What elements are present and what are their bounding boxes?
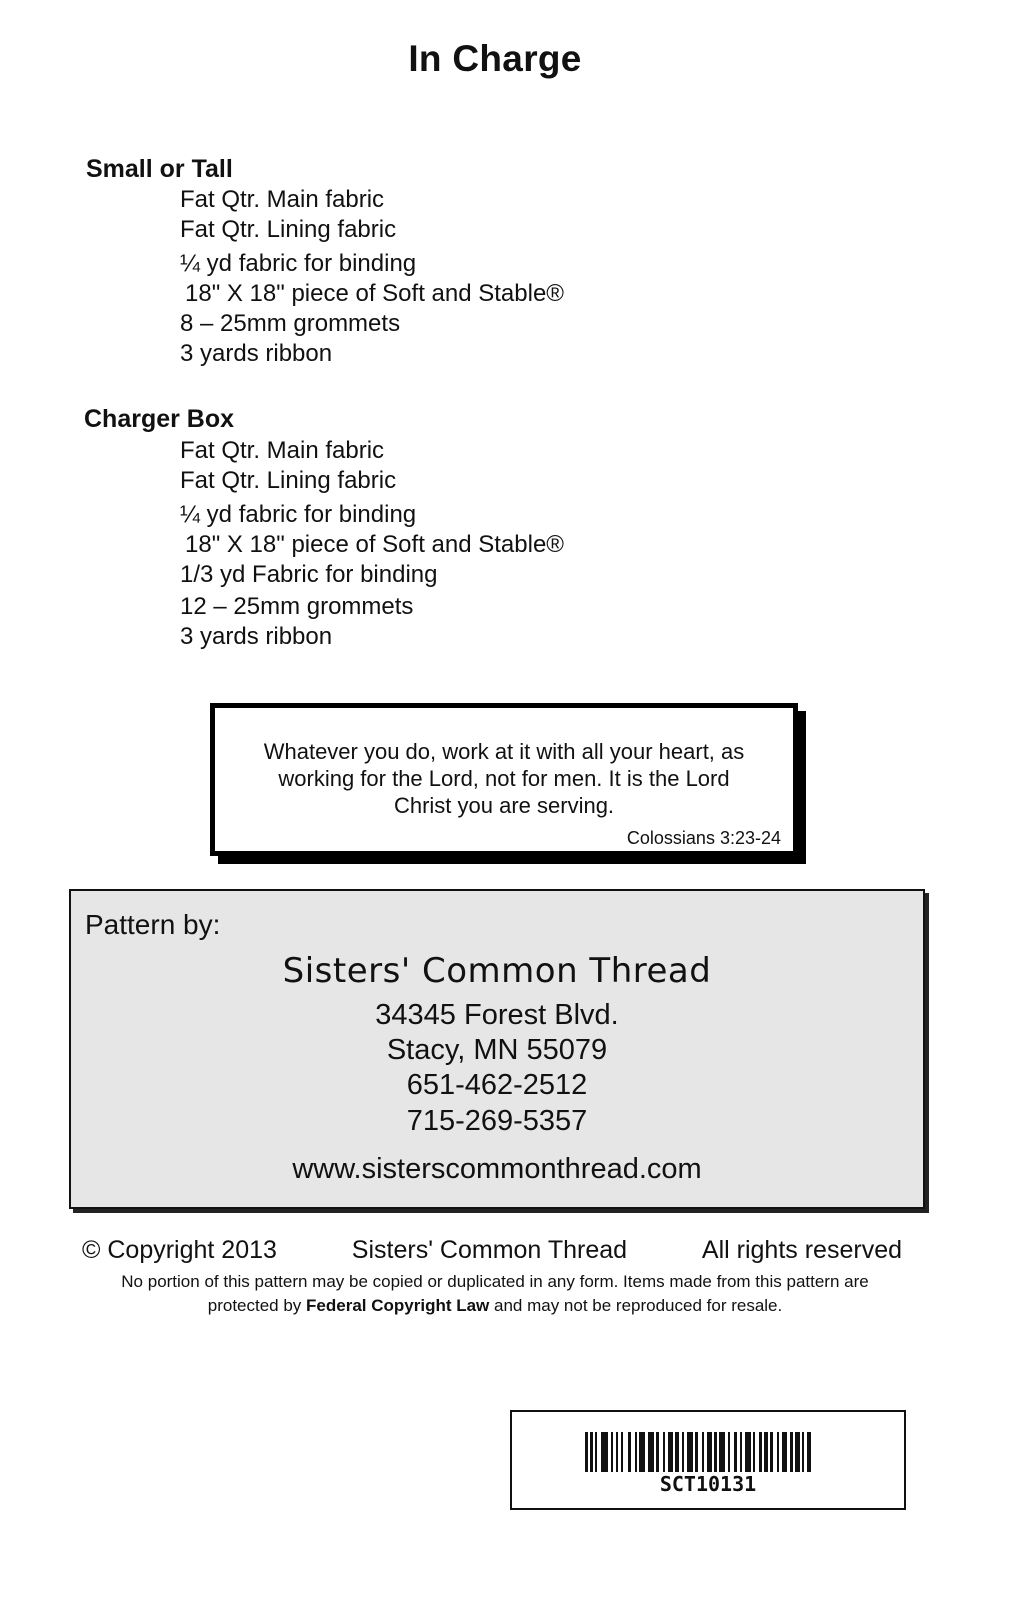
barcode-icon	[585, 1432, 830, 1472]
page-title: In Charge	[408, 38, 582, 79]
list-item: ¼ yd fabric for binding	[180, 501, 417, 528]
list-item: 12 – 25mm grommets	[180, 593, 414, 620]
quote-line: Whatever you do, work at it with all your heart, as	[263, 739, 745, 764]
list-item: 8 – 25mm grommets	[180, 310, 401, 337]
list-item: ¼ yd fabric for binding	[180, 250, 417, 277]
list-item: Fat Qtr. Main fabric	[180, 437, 385, 464]
section-heading-charger-box: Charger Box	[84, 405, 235, 433]
materials-list-small-or-tall	[180, 185, 564, 369]
legal-text: No portion of this pattern may be copied or duplicated in any form. Items made from this pattern are protected by	[121, 1272, 869, 1315]
copyright-rights: All rights reserved	[701, 1236, 902, 1264]
pattern-by-label: Pattern by:	[85, 909, 221, 940]
quote-line: Christ you are serving.	[393, 793, 615, 818]
copyright-line	[82, 1236, 902, 1265]
company-name: Sisters' Common Thread	[282, 951, 712, 991]
list-item: 1/3 yd Fabric for binding	[180, 561, 438, 588]
quote-line: working for the Lord, not for men. It is the Lord	[278, 766, 730, 791]
legal-text-bold: Federal Copyright Law	[306, 1296, 490, 1315]
scripture-reference: Colossians 3:23-24	[626, 828, 781, 848]
materials-list-charger-box	[180, 436, 564, 652]
pattern-by-box	[69, 889, 925, 1209]
list-item: 18" X 18" piece of Soft and Stable®	[185, 531, 564, 558]
barcode-box	[510, 1410, 906, 1510]
legal-text: and may not be reproduced for resale.	[489, 1296, 783, 1315]
list-item: 18" X 18" piece of Soft and Stable®	[185, 280, 564, 307]
website-link[interactable]: www.sisterscommonthread.com	[292, 1153, 702, 1185]
list-item: Fat Qtr. Lining fabric	[180, 216, 397, 243]
copyright-notice: © Copyright 2013	[82, 1236, 277, 1264]
legal-notice	[90, 1270, 900, 1318]
sku-code: SCT10131	[659, 1472, 757, 1496]
list-item: Fat Qtr. Lining fabric	[180, 467, 397, 494]
phone-2: 715-269-5357	[406, 1105, 588, 1137]
address-line-2: Stacy, MN 55079	[386, 1034, 608, 1066]
scripture-quote-box	[210, 703, 798, 856]
list-item: 3 yards ribbon	[180, 340, 333, 367]
copyright-company: Sisters' Common Thread	[351, 1236, 628, 1264]
list-item: Fat Qtr. Main fabric	[180, 186, 385, 213]
list-item: 3 yards ribbon	[180, 623, 333, 650]
address-line-1: 34345 Forest Blvd.	[375, 999, 619, 1031]
scripture-quote-text	[215, 738, 793, 819]
phone-1: 651-462-2512	[406, 1069, 588, 1101]
section-heading-small-or-tall: Small or Tall	[86, 155, 233, 183]
